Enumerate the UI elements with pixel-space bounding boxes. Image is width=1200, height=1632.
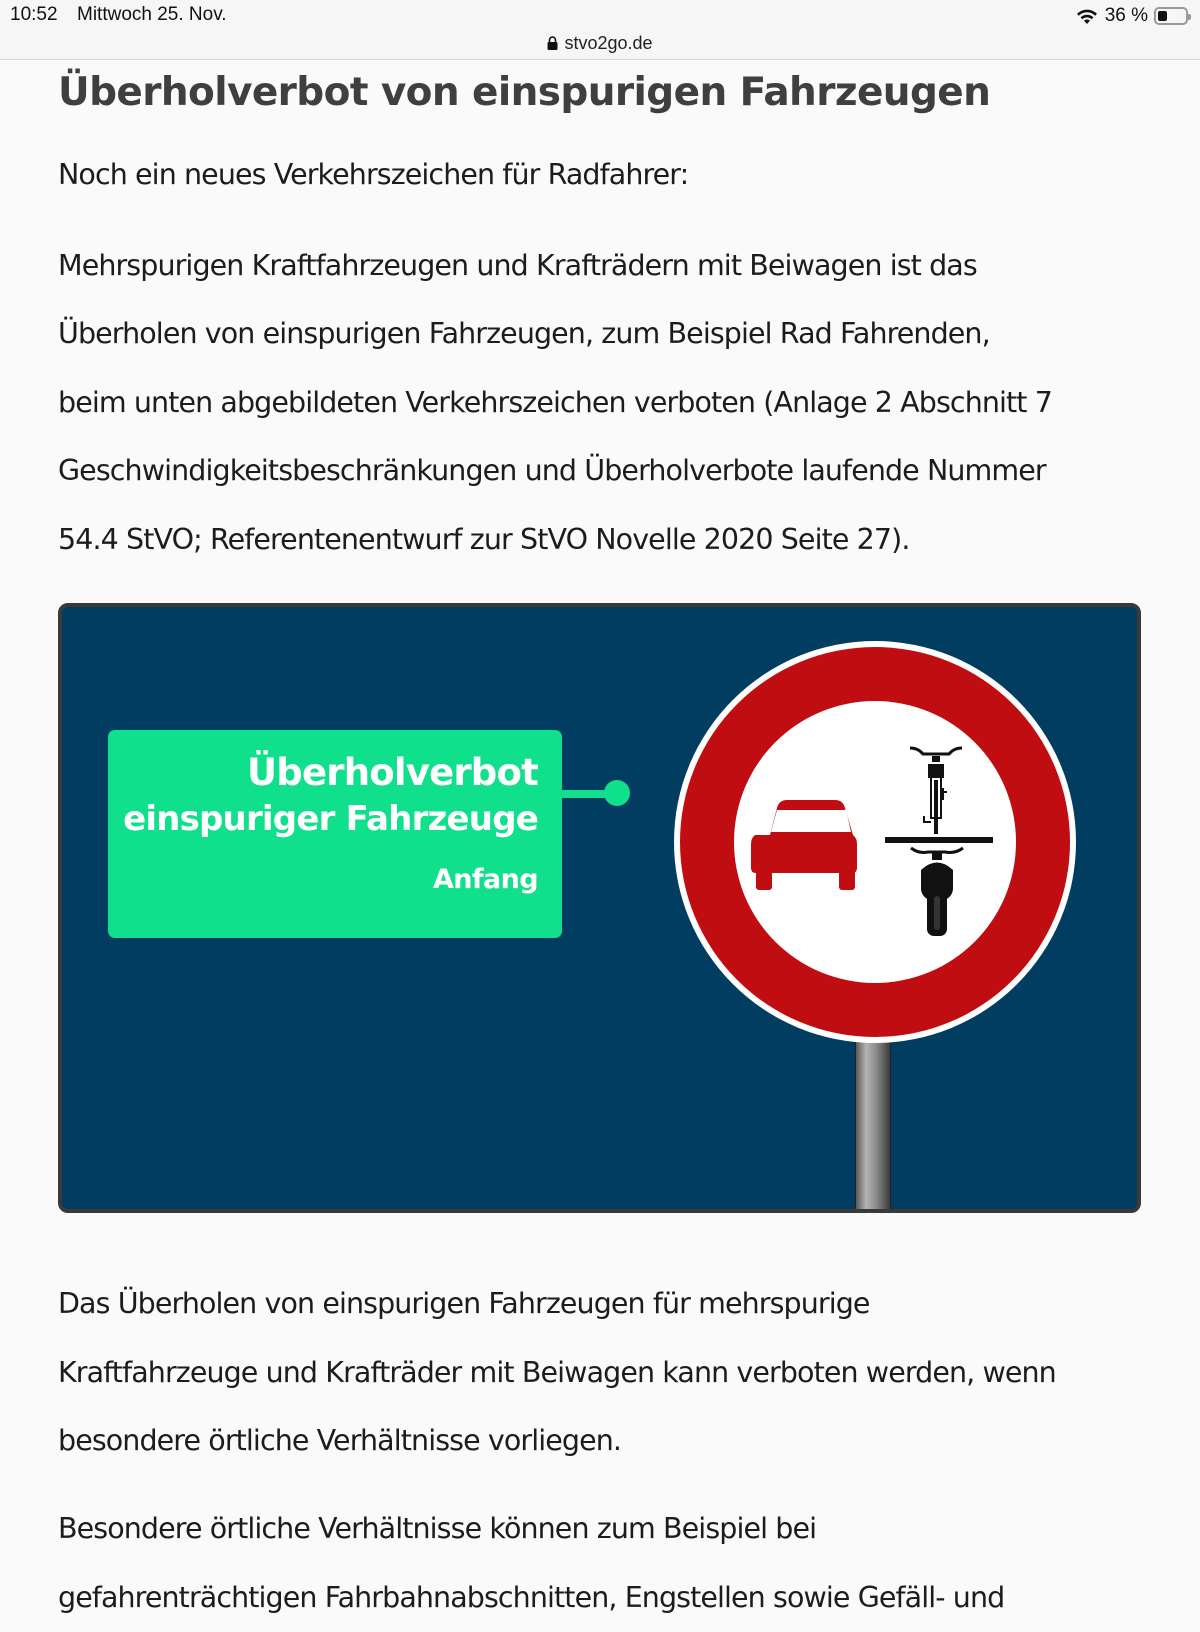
url-bar[interactable] [0,31,1200,55]
status-indicators [1075,4,1188,28]
paragraph-line: Besondere örtliche Verhältnisse können zum Beispiel bei [58,1495,1158,1564]
paragraph-line: Kraftfahrzeuge und Krafträder mit Beiwagen kann verboten werden, wenn [58,1339,1158,1408]
sign-label-subtitle: einspuriger Fahrzeuge [108,796,538,842]
paragraph-line: Mehrspurigen Kraftfahrzeugen und Krafträdern mit Beiwagen ist das [58,232,1148,301]
status-time: 10:52 [10,4,58,26]
status-bar [0,0,1200,60]
sign-label-title: Überholverbot [108,750,538,796]
paragraph-line: 54.4 StVO; Referentenentwurf zur StVO Novelle 2020 Seite 27). [58,506,1148,575]
label-connector-dot [604,780,630,806]
paragraph-1 [58,232,1148,575]
intro-paragraph: Noch ein neues Verkehrszeichen für Radfahrer: [58,141,1148,210]
paragraph-line: Das Überholen von einspurigen Fahrzeugen für mehrspurige [58,1270,1158,1339]
article [58,61,1148,574]
no-overtaking-single-track-vehicles-sign-icon [673,640,1077,1044]
paragraph-2 [58,1270,1158,1476]
paragraph-line: besondere örtliche Verhältnisse vorliegen. [58,1407,1158,1476]
paragraph-line: beim unten abgebildeten Verkehrszeichen verboten (Anlage 2 Abschnitt 7 [58,369,1148,438]
sign-label-start: Anfang [108,864,538,895]
lock-icon [547,36,558,50]
wifi-icon [1075,7,1099,25]
status-date: Mittwoch 25. Nov. [77,4,227,26]
paragraph-line: Geschwindigkeitsbeschränkungen und Überholverbote laufende Nummer [58,437,1148,506]
traffic-sign-illustration [58,603,1141,1213]
paragraph-3 [58,1495,1158,1632]
article-title: Überholverbot von einspurigen Fahrzeugen [58,69,1148,117]
paragraph-line: Überholen von einspurigen Fahrzeugen, zum Beispiel Rad Fahrenden, [58,300,1148,369]
paragraph-line: gefahrenträchtigen Fahrbahnabschnitten, Engstellen sowie Gefäll- und [58,1564,1158,1632]
url-text[interactable]: stvo2go.de [564,33,652,54]
battery-icon [1154,7,1188,25]
battery-percent: 36 % [1105,5,1148,27]
divider-line [885,837,993,843]
sign-label-box [108,730,562,938]
